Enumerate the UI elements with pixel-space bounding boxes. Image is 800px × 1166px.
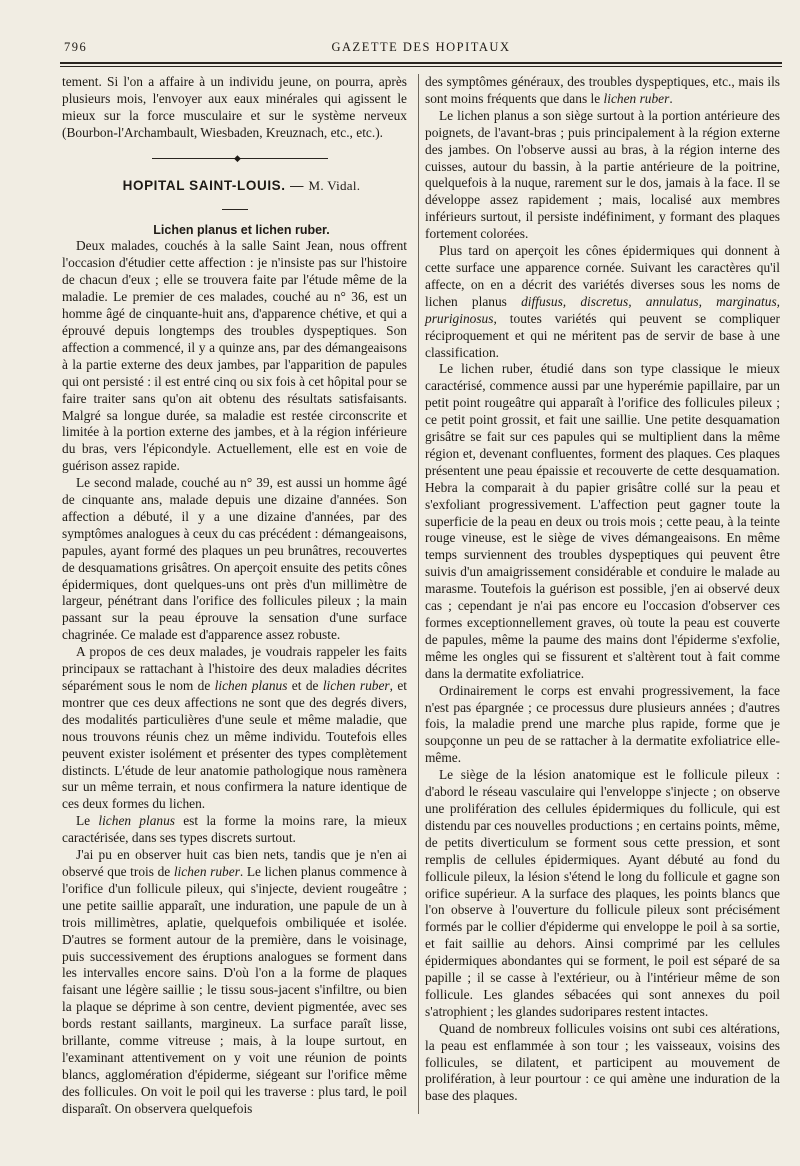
header-rule (60, 62, 782, 64)
header-rule-thin (60, 66, 782, 67)
paragraph: Le siège de la lésion anatomique est le follicule pileux : d'abord le réseau vasculaire qui l'enveloppe s'injecte ; on observe une prolifération des cellules épidermiques du follicule, qui est distendu par ces nouvelles productions ; en certains points, même, de petits diverticulum se forment sous cette pression, et sont remplis de cellules épidermiques. Ayant débuté au fond du follicule pileux, la lésion s'étend le long du follicule et gagne son orifice supérieur. A la surface des plaques, les points blancs que l'on observe à l'ouverture du follicule pileux sont précisément formés par le collier d'épiderme qui enveloppe le poil à sa sortie, et fait saillie au dehors. Ainsi comprimé par les cellules épidermiques abondantes qui se forment, le poil est séparé de sa papille ; il se casse à l'extérieur, ou à l'intérieur même de son follicule. Les glandes sébacées qui sont annexes du poil s'atrophient ; les glandes sudoripares restent intactes. (425, 767, 780, 1019)
paragraph: Ordinairement le corps est envahi progressivement, la face n'est pas épargnée ; ce processus dure plusieurs années ; d'autres fois, la maladie prend une marche plus rapide, forme que je soupçonne un peu de se rattacher à la dermatite exfoliatrice elle-même. (425, 682, 780, 766)
article-separator (62, 142, 407, 178)
column-divider (418, 74, 419, 1114)
short-rule (222, 209, 248, 210)
section-heading (62, 178, 407, 195)
paragraph: des symptômes généraux, des troubles dyspeptiques, etc., mais ils sont moins fréquents que dans le lichen ruber. (425, 74, 780, 106)
paragraph: Le lichen ruber, étudié dans son type classique le mieux caractérisé, commence aussi par une hyperémie papillaire, par un petit point rougeâtre qui apparaît à l'orifice des follicules pileux ; ce petit point grossit, et fait une saillie. Une petite desquamation grisâtre se fait sur ces papules qui se multiplient dans la même région et, devenant confluentes, forment des plaques. Ces plaques présentent une peau épaissie et recouverte de cette desquamation. Hebra la comparait à du papier grisâtre collé sur la peau et s'exfoliant progressivement. L'affection peut gagner toute la superficie de la peau en deux ou trois mois ; cette peau, à la teinte rouge vineuse, est le siège de vives démangeaisons. En même temps surviennent des troubles dyspeptiques qui peuvent être suivis d'un amaigrissement considérable et conduire le malade au marasme. Toutefois la guérison est possible, j'en ai observé deux cas ; cependant je n'ai pas encore eu l'occasion d'observer ces formes exceptionnellement graves, où toute la peau est couverte de papules, même la paume des mains dont l'épiderme s'exfolie, même les ongles qui se fissurent et s'altèrent tout à fait comme dans la dermatite exfoliatrice. (425, 361, 780, 681)
author-name: M. Vidal. (308, 177, 361, 193)
journal-title: GAZETTE DES HOPITAUX (331, 40, 511, 54)
right-column (425, 74, 780, 1105)
paragraph: Quand de nombreux follicules voisins ont subi ces altérations, la peau est enflammée à son tour ; les vaisseaux, voisins des follicules, se dilatent, et participent au mouvement de prolifération, à leur pourtour : ce qui amène une induration de la base des plaques. (425, 1020, 780, 1104)
paragraph: J'ai pu en observer huit cas bien nets, tandis que je n'en ai observé que trois de lichen ruber. Le lichen planus commence à l'orifice d'un follicule pileux, qui s'injecte, devient rougeâtre ; une petite saillie apparaît, une induration, une papule de un à trois millimètres, aplatie, quelquefois ombiliquée et isolée. D'autres se forment autour de la première, dans le voisinage, puis successivement des éruptions analogues se forment dans les intervalles encore sains. D'où l'on a la forme de plaques faisant une légère saillie ; le tissu sous-jacent s'infiltre, ou bien la plaque se déprime à son centre, devient pigmentée, avec ses bords restant saillants, margineux. La surface paraît lisse, brillante, comme vitreuse ; mais, à la loupe surtout, en l'examinant attentivement on y voit une réunion de points blancs, agglomération d'épiderme, siégeant sur l'orifice même des follicules. On voit le poil qui les traverse : plus tard, le poil disparaît. On observera quelquefois (62, 847, 407, 1116)
paragraph: Plus tard on aperçoit les cônes épidermiques qui donnent à cette surface une apparence cornée. Suivant les caractères qu'il affecte, on en a décrit des variétés diverses sous les noms de lichen planus diffusus, discretus, annulatus, marginatus, pruriginosus, toutes variétés qui peuvent se compliquer réciproquement et qui ne méritent pas de servir de base à une classification. (425, 243, 780, 360)
left-column (62, 74, 407, 1118)
heading-dash: — (290, 177, 305, 193)
paragraph: A propos de ces deux malades, je voudrais rappeler les faits principaux se rattachant à l'histoire des deux maladies décrites séparément sous le nom de lichen planus et de lichen ruber, et montrer que ces deux affections ne sont que des degrés divers, des modalités particulières d'une seule et même maladie, que nous trouvons réunis chez un même individu. Toutefois elles peuvent exister isolément et présenter des types complètement distincts. L'étude de leur anatomie pathologique nous ramènera sur un même terrain, et nous confirmera la nature identique de ces deux formes du lichen. (62, 644, 408, 812)
page-number: 796 (64, 40, 88, 54)
hospital-name: HOPITAL SAINT-LOUIS. (122, 177, 286, 193)
paragraph: Deux malades, couchés à la salle Saint Jean, nous offrent l'occasion d'étudier cette affection : je n'insiste pas sur l'histoire de chacun d'eux ; elle se trouvera faite par l'étude même de la maladie. Le premier de ces malades, couché au n° 36, est un homme âgé de cinquante-huit ans, d'apparence chétive, et qui a éprouvé depuis longtemps des troubles dyspeptiques. Son affection a commencé, il y a quinze ans, par des démangeaisons à la partie externe des deux jambes, par l'apparition de papules qui ont persisté : il est entré cinq ou six fois à cet hôpital pour se faire traiter sans qu'on ait obtenu des résultats satisfaisants. Malgré sa longue durée, sa maladie est restée circonscrite et limitée à la portion externe des jambes, et à la région inférieure du bras, vers l'épicondyle. Actuellement, elle est en voie de guérison assez rapide. (62, 238, 407, 474)
paragraph: Le lichen planus est la forme la moins rare, la mieux caractérisée, dans ses types discrets surtout. (62, 813, 407, 846)
article-subtitle: Lichen planus et lichen ruber. (153, 222, 330, 237)
paragraph: tement. Si l'on a affaire à un individu jeune, on pourra, après plusieurs mois, l'envoyer aux eaux minérales qui agissent le mieux sur la force musculaire et sur le système nerveux (Bourbon-l'Archambault, Wiesbaden, Kreuznach, etc., etc.). (62, 74, 407, 140)
paragraph: Le second malade, couché au n° 39, est aussi un homme âgé de cinquante ans, malade depuis une dizaine d'années. Son affection a débuté, il y a une dizaine d'années, par des symptômes analogues à ceux du cas précédent : démangeaisons, papules, ayant formé des plaques un peu brunâtres, recouvertes de desquamations grisâtres. On aperçoit ensuite des petits cônes épidermiques, dont quelques-uns ont près d'un millimètre de largeur, pénétrant dans l'orifice des follicules pileux ; la main passant sur la peau éprouve la sensation d'une surface chagrinée. Ce malade est d'apparence assez robuste. (62, 475, 407, 643)
separator-ornament: ◆ (234, 152, 241, 163)
paragraph: Le lichen planus a son siège surtout à la portion antérieure des poignets, de l'avant-bras ; puis principalement à la région externe des jambes. On l'observe aussi au bras, à la région interne des cuisses, autour du bassin, à la partie antérieure de la poitrine, quelquefois à la nuque, rarement sur le dos, jamais à la face. Il se développe assez rapidement ; mais, localisé aux membres inférieurs surtout, il persiste indéfiniment, y formant des plaques fortement colorées. (425, 107, 780, 242)
page-header (60, 36, 782, 58)
